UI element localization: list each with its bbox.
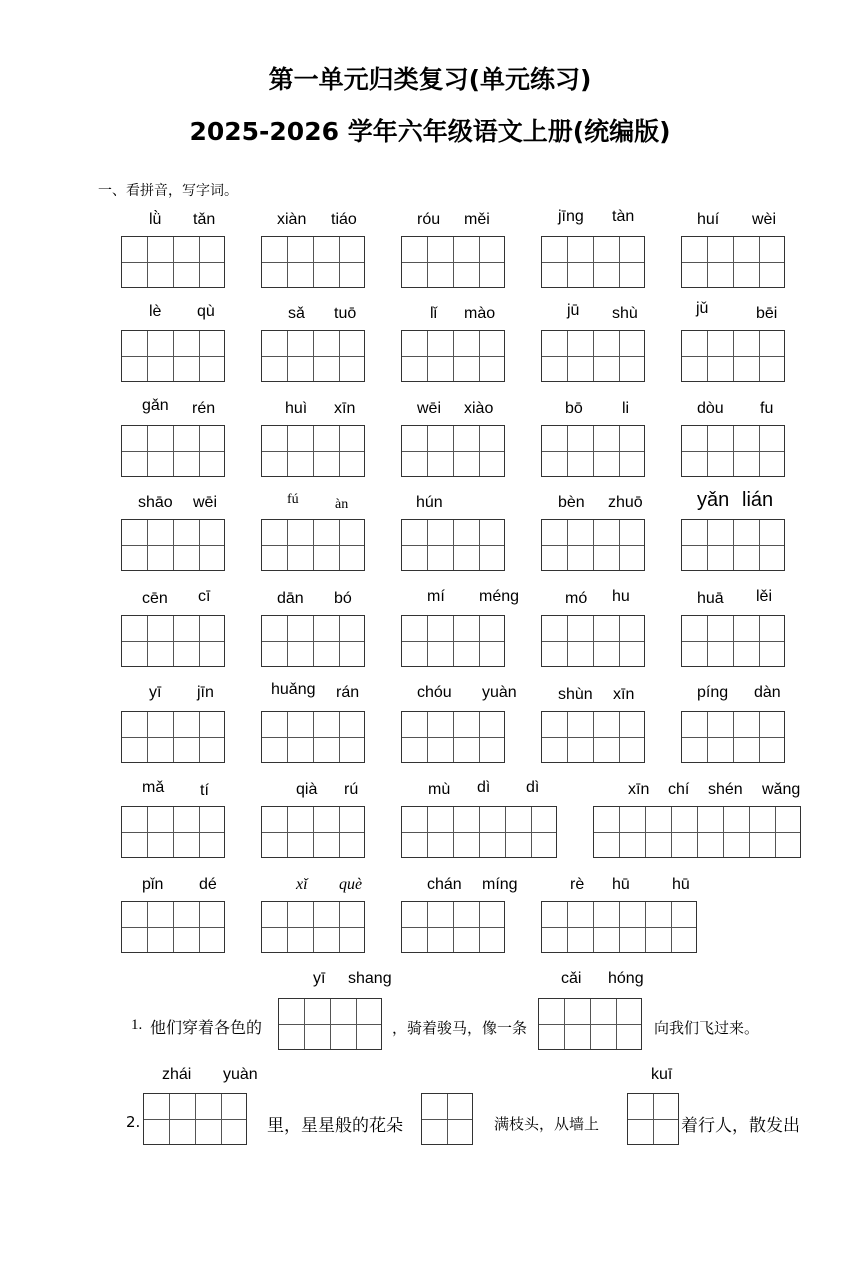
grid-midline [542, 927, 696, 928]
pinyin-label: xīn [613, 686, 635, 703]
sentence-2-text-2: 满枝头，从墙上 [494, 1117, 600, 1133]
pinyin-label: pǐn [142, 876, 164, 893]
sentence-1-blank-2-pinyin-2: hóng [608, 970, 644, 987]
pinyin-label: jīng [558, 208, 584, 225]
pinyin-label: tí [200, 782, 209, 799]
pinyin-label: wǎng [762, 781, 801, 798]
pinyin-label: hū [612, 876, 630, 893]
pinyin-label: tuō [334, 305, 357, 322]
word-grid-36[interactable] [261, 901, 365, 953]
word-grid-30[interactable] [681, 711, 785, 763]
pinyin-label: huā [697, 590, 724, 607]
grid-midline [422, 1119, 472, 1120]
pinyin-label: cēn [142, 590, 168, 607]
pinyin-label: rè [570, 876, 585, 893]
word-grid-35[interactable] [121, 901, 225, 953]
word-grid-34[interactable] [593, 806, 801, 858]
pinyin-label: lè [149, 303, 162, 320]
sentence-1-blank-2[interactable] [538, 998, 642, 1050]
pinyin-label: fu [760, 400, 774, 417]
pinyin-label: rú [344, 781, 359, 798]
grid-midline [682, 737, 784, 738]
grid-midline [682, 451, 784, 452]
word-grid-25[interactable] [681, 615, 785, 667]
grid-midline [122, 262, 224, 263]
word-grid-20[interactable] [681, 519, 785, 571]
grid-midline [402, 832, 556, 833]
grid-midline [542, 641, 644, 642]
pinyin-label: dòu [697, 400, 724, 417]
pinyin-label: chóu [417, 684, 452, 701]
grid-midline [122, 832, 224, 833]
pinyin-label: yǎn [697, 489, 730, 511]
pinyin-label: tàn [612, 208, 635, 225]
pinyin-label: jǔ [696, 300, 709, 317]
pinyin-label: tǎn [193, 211, 216, 228]
pinyin-label: hún [416, 494, 443, 511]
grid-midline [542, 356, 644, 357]
word-grid-22[interactable] [261, 615, 365, 667]
grid-midline [122, 545, 224, 546]
word-grid-23[interactable] [401, 615, 505, 667]
pinyin-label: lián [742, 489, 774, 511]
word-grid-26[interactable] [121, 711, 225, 763]
word-grid-3[interactable] [401, 236, 505, 288]
sentence-2-blank-1-pinyin-1: zhái [162, 1066, 192, 1083]
pinyin-label: yī [149, 684, 162, 701]
word-grid-5[interactable] [681, 236, 785, 288]
pinyin-label: jīn [197, 684, 214, 701]
sentence-2-blank-2[interactable] [421, 1093, 473, 1145]
section-heading: 一、看拼音，写字词。 [98, 183, 238, 199]
pinyin-label: àn [335, 497, 349, 512]
word-grid-11[interactable] [121, 425, 225, 477]
word-grid-29[interactable] [541, 711, 645, 763]
word-grid-12[interactable] [261, 425, 365, 477]
pinyin-label: shù [612, 305, 638, 322]
grid-midline [262, 451, 364, 452]
pinyin-label: mó [565, 590, 588, 607]
pinyin-label: róu [417, 211, 441, 228]
grid-midline [542, 262, 644, 263]
pinyin-label: chí [668, 781, 690, 798]
grid-midline [262, 545, 364, 546]
grid-midline [262, 737, 364, 738]
word-grid-17[interactable] [261, 519, 365, 571]
grid-midline [262, 262, 364, 263]
grid-midline [402, 737, 504, 738]
pinyin-label: huǎng [271, 681, 316, 698]
pinyin-label: chán [427, 876, 462, 893]
word-grid-6[interactable] [121, 330, 225, 382]
pinyin-label: lǐ [430, 305, 438, 322]
pinyin-label: cī [198, 588, 211, 605]
pinyin-label: li [622, 400, 630, 417]
pinyin-label: bèn [558, 494, 585, 511]
sentence-1-text-2: ，骑着骏马，像一条 [392, 1021, 528, 1037]
grid-midline [542, 737, 644, 738]
grid-midline [144, 1119, 246, 1120]
word-grid-19[interactable] [541, 519, 645, 571]
grid-midline [402, 927, 504, 928]
pinyin-label: shén [708, 781, 743, 798]
grid-midline [122, 451, 224, 452]
grid-midline [122, 927, 224, 928]
word-grid-4[interactable] [541, 236, 645, 288]
pinyin-label: lǜ [149, 211, 162, 228]
grid-midline [122, 737, 224, 738]
sentence-1-blank-2-pinyin-1: cǎi [561, 970, 582, 987]
word-grid-14[interactable] [541, 425, 645, 477]
grid-midline [122, 641, 224, 642]
pinyin-label: mào [464, 305, 496, 322]
grid-midline [682, 641, 784, 642]
pinyin-label: dān [277, 590, 304, 607]
word-grid-1[interactable] [121, 236, 225, 288]
grid-midline [628, 1119, 678, 1120]
pinyin-label: mù [428, 781, 451, 798]
grid-midline [539, 1024, 641, 1025]
sentence-2-text-1: 里，星星般的花朵 [267, 1116, 403, 1135]
word-grid-7[interactable] [261, 330, 365, 382]
word-grid-27[interactable] [261, 711, 365, 763]
pinyin-label: què [339, 876, 363, 893]
pinyin-label: xǐ [296, 876, 308, 893]
pinyin-label: bēi [756, 305, 778, 322]
pinyin-label: yuàn [482, 684, 517, 701]
word-grid-37[interactable] [401, 901, 505, 953]
page-title: 第一单元归类复习(单元练习) [268, 65, 592, 94]
sentence-2-blank-1-pinyin-2: yuàn [223, 1066, 258, 1083]
pinyin-label: hū [672, 876, 690, 893]
pinyin-label: shāo [138, 494, 173, 511]
sentence-2-blank-3-pinyin-1: kuī [651, 1066, 673, 1083]
pinyin-label: xiàn [277, 211, 307, 228]
pinyin-label: fú [287, 492, 299, 507]
sentence-2-text-3: 着行人，散发出 [681, 1116, 800, 1135]
word-grid-10[interactable] [681, 330, 785, 382]
grid-midline [594, 832, 800, 833]
word-grid-32[interactable] [261, 806, 365, 858]
pinyin-label: píng [697, 684, 729, 701]
word-grid-24[interactable] [541, 615, 645, 667]
grid-midline [402, 262, 504, 263]
grid-midline [122, 356, 224, 357]
pinyin-label: qià [296, 781, 318, 798]
pinyin-label: lěi [756, 588, 773, 605]
grid-midline [402, 545, 504, 546]
pinyin-label: qù [197, 303, 215, 320]
word-grid-8[interactable] [401, 330, 505, 382]
word-grid-28[interactable] [401, 711, 505, 763]
pinyin-label: měi [464, 211, 490, 228]
word-grid-31[interactable] [121, 806, 225, 858]
grid-midline [262, 832, 364, 833]
pinyin-label: dé [199, 876, 217, 893]
grid-midline [402, 641, 504, 642]
pinyin-label: dì [526, 779, 540, 796]
sentence-1-blank-1-pinyin-1: yī [313, 970, 326, 987]
pinyin-label: huí [697, 211, 720, 228]
pinyin-label: bó [334, 590, 352, 607]
word-grid-2[interactable] [261, 236, 365, 288]
pinyin-label: wēi [193, 494, 218, 511]
pinyin-label: bō [565, 400, 583, 417]
sentence-2-number: 2. [126, 1113, 141, 1131]
grid-midline [402, 356, 504, 357]
grid-midline [542, 451, 644, 452]
sentence-1-blank-1-pinyin-2: shang [348, 970, 392, 987]
grid-midline [262, 641, 364, 642]
pinyin-label: xiào [464, 400, 494, 417]
word-grid-15[interactable] [681, 425, 785, 477]
word-grid-38[interactable] [541, 901, 697, 953]
grid-midline [682, 262, 784, 263]
pinyin-label: dàn [754, 684, 781, 701]
grid-midline [279, 1024, 381, 1025]
word-grid-33[interactable] [401, 806, 557, 858]
sentence-1-number: 1. [131, 1017, 143, 1033]
pinyin-label: tiáo [331, 211, 357, 228]
pinyin-label: méng [479, 588, 520, 605]
pinyin-label: mǎ [142, 779, 165, 796]
sentence-2-blank-3[interactable] [627, 1093, 679, 1145]
grid-midline [682, 356, 784, 357]
grid-midline [262, 927, 364, 928]
pinyin-label: rán [336, 684, 360, 701]
word-grid-9[interactable] [541, 330, 645, 382]
pinyin-label: sǎ [288, 305, 305, 322]
pinyin-label: mí [427, 588, 445, 605]
pinyin-label: míng [482, 876, 518, 893]
word-grid-13[interactable] [401, 425, 505, 477]
pinyin-label: shùn [558, 686, 593, 703]
pinyin-label: gǎn [142, 397, 169, 414]
pinyin-label: xīn [334, 400, 356, 417]
pinyin-label: rén [192, 400, 216, 417]
pinyin-label: zhuō [608, 494, 643, 511]
sentence-1-blank-1[interactable] [278, 998, 382, 1050]
pinyin-label: jū [567, 302, 580, 319]
pinyin-label: wèi [752, 211, 777, 228]
pinyin-label: huì [285, 400, 308, 417]
pinyin-label: xīn [628, 781, 650, 798]
word-grid-21[interactable] [121, 615, 225, 667]
pinyin-label: hu [612, 588, 630, 605]
grid-midline [402, 451, 504, 452]
sentence-1-text-1: 他们穿着各色的 [150, 1018, 263, 1037]
word-grid-18[interactable] [401, 519, 505, 571]
sentence-2-blank-1[interactable] [143, 1093, 247, 1145]
grid-midline [542, 545, 644, 546]
grid-midline [262, 356, 364, 357]
word-grid-16[interactable] [121, 519, 225, 571]
pinyin-label: dì [477, 779, 491, 796]
grid-midline [682, 545, 784, 546]
sentence-1-text-3: 向我们飞过来。 [654, 1021, 760, 1037]
page-subtitle: 2025-2026 学年六年级语文上册(统编版) [189, 117, 671, 146]
pinyin-label: wēi [417, 400, 442, 417]
